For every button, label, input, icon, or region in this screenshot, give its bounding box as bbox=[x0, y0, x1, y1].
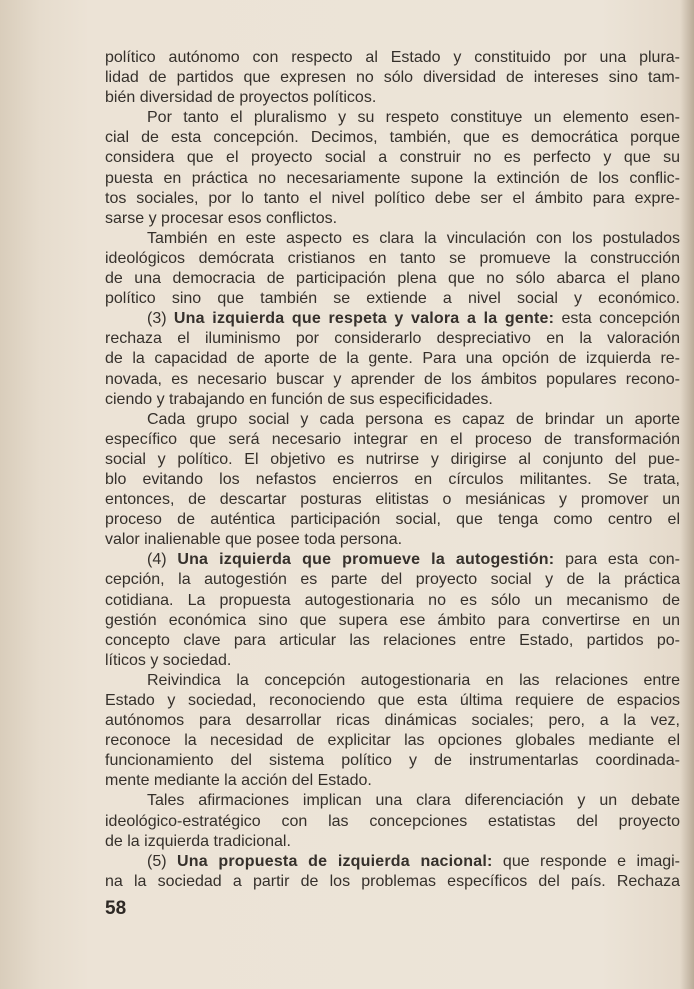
text-line bbox=[105, 751, 680, 771]
line-text: específico que será necesario integrar en el proceso de transformación bbox=[105, 430, 680, 448]
text-line bbox=[105, 370, 680, 390]
text-line bbox=[105, 48, 680, 68]
text-line bbox=[105, 229, 680, 249]
line-text: cial de esta concepción. Decimos, también, que es democrática porque bbox=[105, 129, 680, 147]
line-text: concepto clave para articular las relaciones entre Estado, partidos po- bbox=[105, 631, 680, 649]
line-text: político sino que también se extiende a nivel social y económico. bbox=[105, 290, 680, 308]
text-line bbox=[105, 550, 680, 570]
text-line bbox=[105, 812, 680, 832]
line-text: para esta con- bbox=[554, 551, 680, 569]
line-text: puesta en práctica no necesariamente supone la extinción de los conflic- bbox=[105, 169, 680, 187]
line-text: mente mediante la acción del Estado. bbox=[105, 772, 372, 790]
text-line bbox=[105, 832, 680, 852]
line-text: na la sociedad a partir de los problemas específicos del país. Rechaza bbox=[105, 872, 680, 890]
text-line bbox=[105, 791, 680, 811]
line-text: blo evitando los nefastos encierros en círculos militantes. Se trata, bbox=[105, 470, 680, 488]
line-text: rechaza el iluminismo por considerarlo despreciativo en la valoración bbox=[105, 330, 680, 348]
text-line bbox=[105, 430, 680, 450]
text-line bbox=[105, 470, 680, 490]
text-line bbox=[105, 671, 680, 691]
line-text: valor inalienable que posee toda persona. bbox=[105, 531, 403, 549]
line-text: Tales afirmaciones implican una clara diferenciación y un debate bbox=[147, 792, 680, 810]
text-line bbox=[105, 269, 680, 289]
text-line bbox=[105, 872, 680, 892]
text-line bbox=[105, 611, 680, 631]
text-line bbox=[105, 530, 680, 550]
page-body-text bbox=[105, 48, 680, 892]
text-line bbox=[105, 450, 680, 470]
line-text: de una democracia de participación plena que no sólo abarca el plano bbox=[105, 270, 680, 288]
text-line bbox=[105, 591, 680, 611]
line-text: sarse y procesar esos conflictos. bbox=[105, 209, 338, 227]
line-text: Por tanto el pluralismo y su respeto constituye un elemento esen- bbox=[147, 109, 680, 127]
line-text: de la capacidad de aporte de la gente. Para una opción de izquierda re- bbox=[105, 350, 680, 368]
text-line bbox=[105, 148, 680, 168]
text-line bbox=[105, 68, 680, 88]
text-line bbox=[105, 209, 680, 229]
text-line bbox=[105, 249, 680, 269]
text-line bbox=[105, 88, 680, 108]
line-text: Reivindica la concepción autogestionaria en las relaciones entre bbox=[147, 671, 680, 689]
line-text: También en este aspecto es clara la vinculación con los postulados bbox=[147, 229, 680, 247]
text-line bbox=[105, 329, 680, 349]
line-text: considera que el proyecto social a construir no es perfecto y que su bbox=[105, 149, 680, 167]
text-line bbox=[105, 309, 680, 329]
section-heading: Una izquierda que respeta y valora a la gente: bbox=[173, 310, 555, 328]
item-number: (4) bbox=[147, 551, 178, 569]
text-line bbox=[105, 169, 680, 189]
line-text: reconoce la necesidad de explicitar las opciones globales mediante el bbox=[105, 732, 680, 750]
text-line bbox=[105, 731, 680, 751]
line-text: tos sociales, por lo tanto el nivel político debe ser el ámbito para expre- bbox=[105, 189, 680, 207]
text-line bbox=[105, 390, 680, 410]
item-number: (5) bbox=[147, 852, 177, 870]
text-line bbox=[105, 651, 680, 671]
line-text: social y político. El objetivo es nutrirse y dirigirse al conjunto del pue- bbox=[105, 450, 680, 468]
text-line bbox=[105, 410, 680, 430]
text-line bbox=[105, 349, 680, 369]
section-heading: Una izquierda que promueve la autogestión: bbox=[177, 551, 555, 569]
text-line bbox=[105, 691, 680, 711]
text-line bbox=[105, 631, 680, 651]
line-text: esta concepción bbox=[554, 310, 681, 328]
item-number: (3) bbox=[147, 310, 174, 328]
line-text: cotidiana. La propuesta autogestionaria no es sólo un mecanismo de bbox=[105, 591, 680, 609]
text-line bbox=[105, 490, 680, 510]
line-text: entonces, de descartar posturas elitistas o mesiánicas y promover un bbox=[105, 491, 680, 509]
line-text: gestión económica sino que supera ese ámbito para convertirse en un bbox=[105, 611, 680, 629]
text-line bbox=[105, 510, 680, 530]
text-line bbox=[105, 108, 680, 128]
text-line bbox=[105, 852, 680, 872]
line-text: autónomos para desarrollar ricas dinámicas sociales; pero, a la vez, bbox=[105, 712, 680, 730]
text-line bbox=[105, 570, 680, 590]
text-line bbox=[105, 771, 680, 791]
line-text: líticos y sociedad. bbox=[105, 651, 232, 669]
page-number: 58 bbox=[105, 898, 127, 919]
line-text: novada, es necesario buscar y aprender de los ámbitos populares recono- bbox=[105, 370, 680, 388]
line-text: lidad de partidos que expresen no sólo diversidad de intereses sino tam- bbox=[105, 69, 680, 87]
line-text: ciendo y trabajando en función de sus especificidades. bbox=[105, 390, 493, 408]
section-heading: Una propuesta de izquierda nacional: bbox=[176, 852, 493, 870]
line-text: ideológico-estratégico con las concepciones estatistas del proyecto bbox=[105, 812, 680, 830]
line-text: que responde e imagi- bbox=[492, 852, 681, 870]
line-text: Estado y sociedad, reconociendo que esta última requiere de espacios bbox=[105, 692, 680, 709]
line-text: cepción, la autogestión es parte del proyecto social y de la práctica bbox=[105, 571, 680, 589]
line-text: proceso de auténtica participación social, que tenga como centro el bbox=[105, 511, 680, 529]
text-line bbox=[105, 189, 680, 209]
line-text: ideológicos demócrata cristianos en tanto se promueve la construcción bbox=[105, 249, 680, 267]
line-text: político autónomo con respecto al Estado y constituido por una plura- bbox=[105, 49, 680, 66]
text-line bbox=[105, 128, 680, 148]
text-line bbox=[105, 289, 680, 309]
line-text: Cada grupo social y cada persona es capaz de brindar un aporte bbox=[147, 410, 680, 428]
line-text: de la izquierda tradicional. bbox=[105, 832, 291, 850]
line-text: funcionamiento del sistema político y de instrumentarlas coordinada- bbox=[105, 752, 680, 770]
text-line bbox=[105, 711, 680, 731]
line-text: bién diversidad de proyectos políticos. bbox=[105, 89, 377, 107]
